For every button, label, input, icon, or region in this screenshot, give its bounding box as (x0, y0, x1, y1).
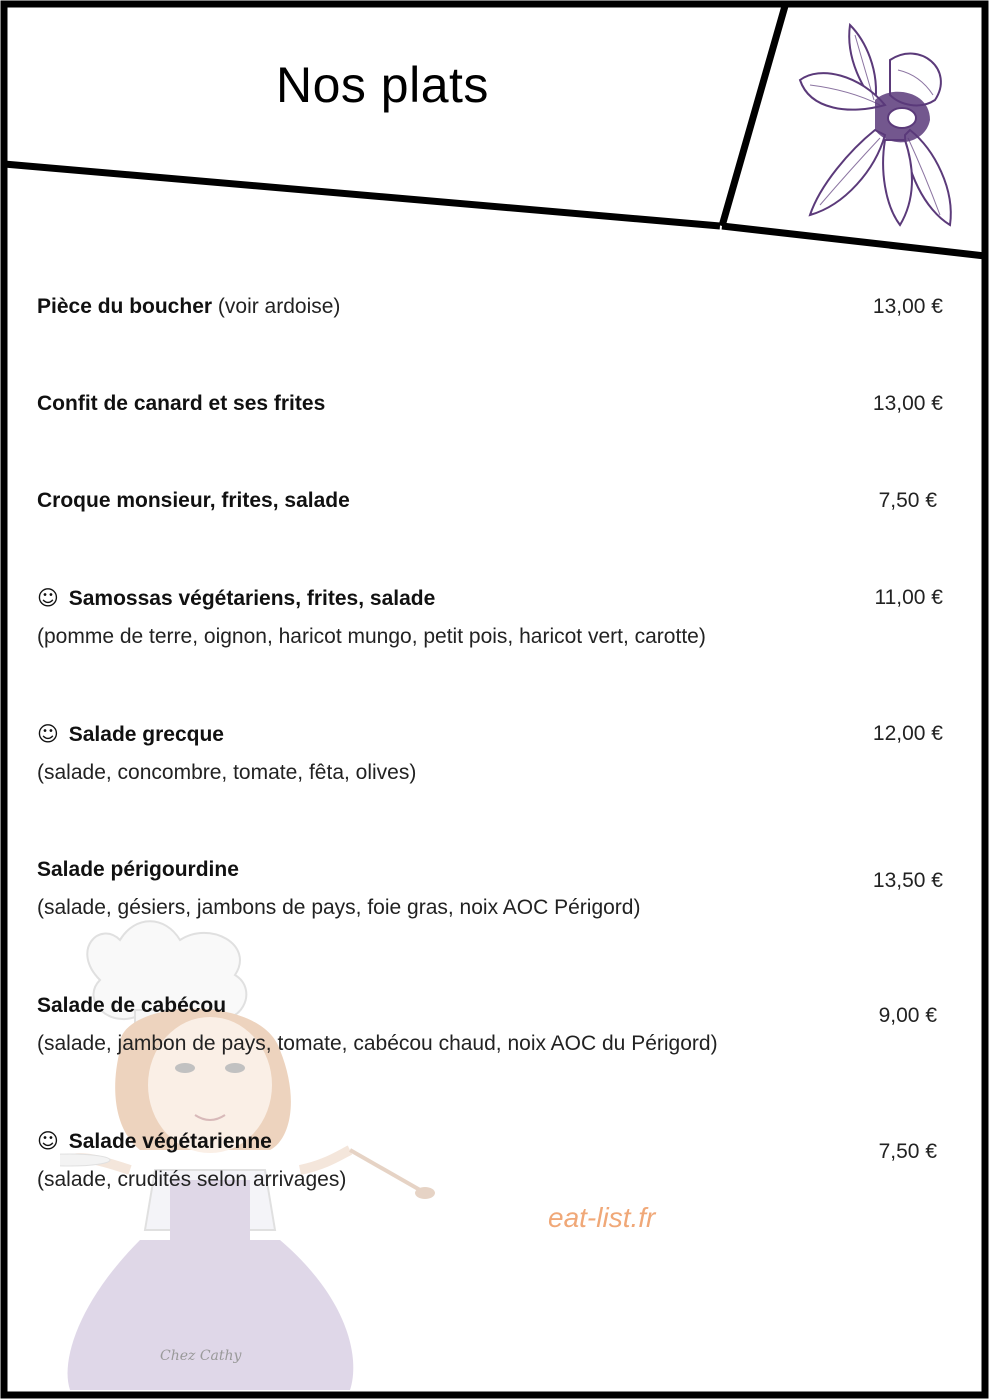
menu-item (37, 389, 947, 419)
smiley-icon: ☺ (37, 586, 59, 610)
menu-item-name: Salade de cabécou (37, 994, 227, 1017)
menu-item-price: 13,50 € (872, 869, 943, 892)
menu-item-description: (salade, concombre, tomate, fêta, olives) (37, 761, 417, 784)
menu-item (37, 486, 947, 516)
menu-item-price: 7,50 € (878, 489, 937, 512)
menu-item-price: 9,00 € (878, 1004, 937, 1027)
menu-item (37, 991, 947, 1059)
menu-item (37, 292, 947, 322)
menu-item (37, 1126, 947, 1195)
menu-item-description: (salade, jambon de pays, tomate, cabécou chaud, noix AOC du Périgord) (37, 1032, 718, 1055)
menu-item-description: (pomme de terre, oignon, haricot mungo, petit pois, haricot vert, carotte) (37, 625, 706, 648)
menu-item-name: Croque monsieur, frites, salade (37, 489, 350, 512)
menu-item-price: 7,50 € (878, 1140, 937, 1163)
menu-item-name: Samossas végétariens, frites, salade (68, 587, 436, 610)
menu-item-description: (salade, crudités selon arrivages) (37, 1168, 347, 1191)
menu-item (37, 719, 947, 788)
menu-item-name: Salade végétarienne (68, 1130, 272, 1153)
menu-item-price: 11,00 € (874, 586, 943, 609)
watermark: eat-list.fr (548, 1202, 656, 1233)
menu-item-description: (salade, gésiers, jambons de pays, foie gras, noix AOC Périgord) (37, 896, 641, 919)
menu-item-name: Pièce du boucher (37, 295, 213, 318)
smiley-icon: ☺ (37, 1129, 59, 1153)
menu-item-name: Salade grecque (68, 723, 224, 746)
menu-item-price: 13,00 € (872, 392, 943, 415)
menu-item-name: Salade périgourdine (37, 858, 239, 881)
menu-item-note: (voir ardoise) (217, 295, 341, 318)
menu-item (37, 583, 947, 652)
menu-item-name: Confit de canard et ses frites (37, 392, 326, 415)
menu-item-price: 13,00 € (872, 295, 943, 318)
page-title: Nos plats (276, 57, 489, 113)
smiley-icon: ☺ (37, 722, 59, 746)
menu-item (37, 855, 947, 923)
orchid-icon (790, 20, 960, 230)
chef-signature: Chez Cathy (160, 1348, 242, 1364)
menu-item-price: 12,00 € (872, 722, 943, 745)
